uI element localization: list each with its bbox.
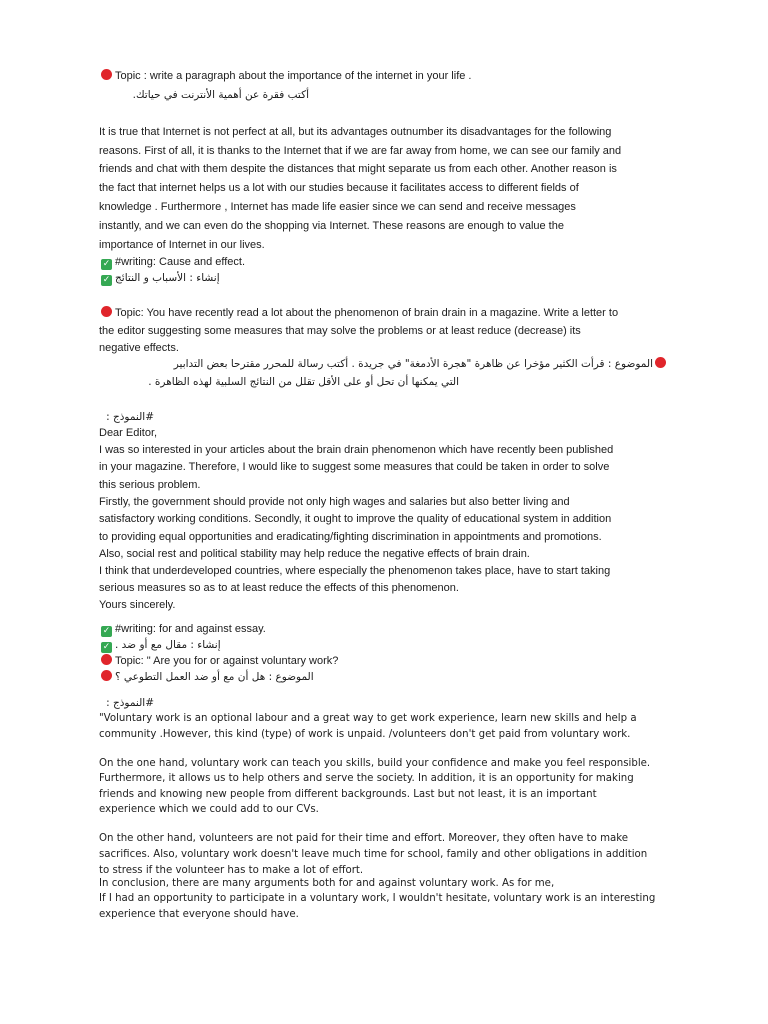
essay-line: In conclusion, there are many arguments both for and against voluntary work. As for me, bbox=[99, 878, 555, 889]
essay-line: community .However, this kind (type) of work is unpaid. /volunteers don't get paid from voluntary work. bbox=[99, 729, 631, 740]
letter-line: serious measures so as to at least reduce the effects of this phenomenon. bbox=[99, 582, 459, 594]
topic-brain-drain-arabic: التي يمكنها أن تحل أو على الأقل تقلل من النتائج السلبية لهذه الظاهرة . bbox=[148, 376, 459, 388]
paragraph-line: the fact that internet helps us a lot with our studies because it facilitates access to different fields of bbox=[99, 182, 579, 194]
topic-brain-drain-line: the editor suggesting some measures that may solve the problems or at least reduce (decrease) its bbox=[99, 325, 581, 337]
essay-line: experience which we could add to our CVs. bbox=[99, 804, 319, 815]
topic-internet-arabic: أكتب فقرة عن أهمية الأنترنت في حياتك. bbox=[132, 89, 309, 101]
check-box-icon: ✓ bbox=[102, 275, 111, 285]
tag-cause-effect: ✓ #writing: Cause and effect. bbox=[102, 256, 246, 269]
red-circle-icon bbox=[101, 306, 112, 317]
tag-for-against: ✓ #writing: for and against essay. bbox=[102, 623, 266, 636]
paragraph-line: reasons. First of all, it is thanks to the Internet that if we are far away from home, we can see our family and bbox=[99, 145, 622, 157]
red-circle-icon bbox=[101, 670, 112, 681]
letter-line: in your magazine. Therefore, I would like to suggest some measures that could be taken in order to solve bbox=[99, 461, 610, 473]
essay-line: experience that everyone should have. bbox=[99, 909, 299, 920]
letter-line: Dear Editor, bbox=[99, 427, 158, 439]
letter-line: to providing equal opportunities and eradicating/fighting discrimination in appointments and promotions. bbox=[99, 531, 602, 543]
paragraph-line: instantly, and we can even do the shopping via Internet. These reasons are enough to value the bbox=[99, 220, 564, 232]
essay-line: Furthermore, it allows us to help others and serve the society. In addition, it is an opportunity for making bbox=[99, 773, 634, 784]
topic-brain-drain-arabic: الموضوع : قرأت الكثير مؤخرا عن ظاهرة "هجرة الأدمغة" في جريدة . أكتب رسالة للمحرر مقترحا بعض التدابير bbox=[99, 357, 669, 371]
essay-line: friends and knowing new people from different backgrounds. Last but not least, it is an important bbox=[99, 789, 597, 800]
letter-line: this serious problem. bbox=[99, 479, 201, 491]
topic-voluntary-line: Topic: " Are you for or against voluntary work? bbox=[99, 654, 679, 668]
topic-brain-drain-line: Topic: You have recently read a lot about the phenomenon of brain drain in a magazine. Write a letter to bbox=[99, 306, 679, 320]
check-box-icon: ✓ bbox=[102, 259, 111, 269]
model-label: #النموذج : bbox=[106, 411, 154, 423]
letter-line: Yours sincerely. bbox=[99, 599, 176, 611]
red-circle-icon bbox=[101, 69, 112, 80]
essay-line: sacrifices. Also, voluntary work doesn't leave much time for school, family and other obligations in addition bbox=[99, 849, 648, 860]
letter-line: I think that underdeveloped countries, where especially the phenomenon takes place, have to start taking bbox=[99, 565, 611, 577]
model-label: #النموذج : bbox=[106, 697, 154, 709]
paragraph-line: importance of Internet in our lives. bbox=[99, 239, 265, 251]
letter-line: satisfactory working conditions. Secondly, it ought to improve the quality of educational system in addition bbox=[99, 513, 612, 525]
red-circle-icon bbox=[101, 654, 112, 665]
letter-line: Also, social rest and political stability may help reduce the negative effects of brain drain. bbox=[99, 548, 530, 560]
tag-for-against-arabic: ✓ إنشاء : مقال مع أو ضد . bbox=[102, 639, 221, 652]
topic-internet-line bbox=[99, 69, 679, 83]
topic-voluntary-arabic: الموضوع : هل أن مع أو ضد العمل التطوعي ؟ bbox=[99, 670, 349, 684]
red-circle-icon bbox=[655, 357, 666, 368]
topic-internet-text: Topic : write a paragraph about the importance of the internet in your life . bbox=[115, 70, 472, 82]
letter-line: I was so interested in your articles about the brain drain phenomenon which have recently been published bbox=[99, 444, 614, 456]
check-box-icon: ✓ bbox=[102, 642, 111, 652]
paragraph-line: It is true that Internet is not perfect at all, but its advantages outnumber its disadvantages for the following bbox=[99, 126, 612, 138]
tag-cause-effect-arabic: ✓ إنشاء : الأسباب و النتائج bbox=[102, 272, 220, 285]
essay-line: to stress if the volunteer has to make a lot of effort. bbox=[99, 865, 364, 876]
paragraph-line: friends and chat with them despite the distances that might separate us from each other. Another reason is bbox=[99, 163, 617, 175]
check-box-icon: ✓ bbox=[102, 626, 111, 636]
paragraph-line: knowledge . Furthermore , Internet has made life easier since we can send and receive messages bbox=[99, 201, 576, 213]
letter-line: Firstly, the government should provide not only high wages and salaries but also better living and bbox=[99, 496, 570, 508]
essay-line: On the other hand, volunteers are not paid for their time and effort. Moreover, they often have to make bbox=[99, 833, 629, 844]
topic-brain-drain-line: negative effects. bbox=[99, 342, 179, 354]
essay-line: On the one hand, voluntary work can teach you skills, build your confidence and make you feel responsible. bbox=[99, 758, 651, 769]
essay-line: "Voluntary work is an optional labour and a great way to get work experience, learn new skills and help a bbox=[99, 713, 637, 724]
essay-line: If I had an opportunity to participate in a voluntary work, I wouldn't hesitate, voluntary work is an interesting bbox=[99, 893, 656, 904]
